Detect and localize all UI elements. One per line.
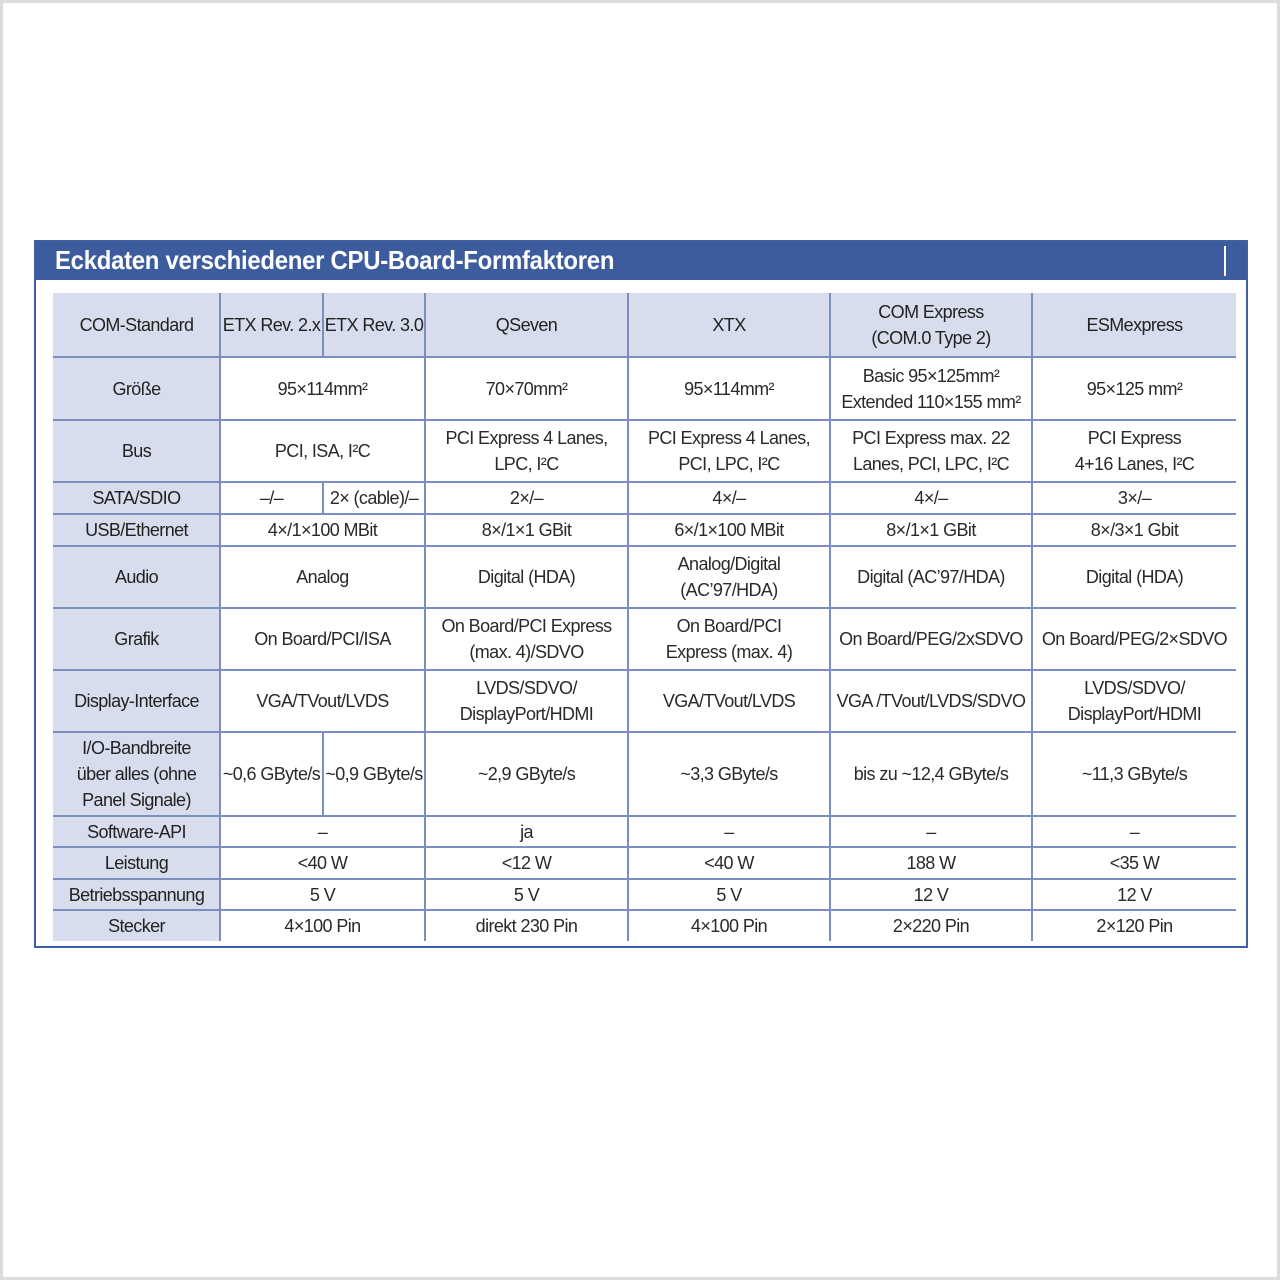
cell-api-xtx: – <box>724 821 734 842</box>
row-label-stecker: Stecker <box>108 916 165 936</box>
row-label-audio: Audio <box>114 567 159 587</box>
cell-display-xtx: VGA/TVout/LVDS <box>662 691 796 711</box>
cell-io-qseven: ~2,9 GByte/s <box>477 764 576 784</box>
cell-usb-qseven: 8×/1×1 GBit <box>481 520 572 540</box>
cell-groesse-xtx: 95×114mm² <box>684 378 774 399</box>
cell-api-qseven: ja <box>520 821 533 842</box>
cell-grafik-comexpress: On Board/PEG/2xSDVO <box>839 629 1023 649</box>
cell-spannung-comexpress: 12 V <box>913 884 949 905</box>
header-comexpress: COM Express (COM.0 Type 2) <box>871 302 991 348</box>
cell-usb-comexpress: 8×/1×1 GBit <box>886 520 976 540</box>
title-bar <box>36 242 1246 280</box>
cell-stecker-comexpress: 2×220 Pin <box>892 916 970 936</box>
cell-sata-qseven: 2×/– <box>509 488 544 508</box>
cell-io-etx2: ~0,6 GByte/s <box>222 764 321 784</box>
cell-spannung-xtx: 5 V <box>716 884 742 905</box>
cell-leistung-comexpress: 188 W <box>906 853 956 873</box>
cell-stecker-etx: 4×100 Pin <box>284 916 361 936</box>
cell-api-etx: – <box>317 821 328 842</box>
cell-groesse-comexpress: Basic 95×125mm² Extended 110×155 mm² <box>841 365 1021 412</box>
cell-groesse-qseven: 70×70mm² <box>485 378 568 399</box>
cell-io-xtx: ~3,3 GByte/s <box>680 764 778 784</box>
table-title: Eckdaten verschiedener CPU-Board-Formfaktoren <box>55 245 615 275</box>
row-label-api: Software-API <box>87 821 186 842</box>
cell-display-esmexpress: LVDS/SDVO/ DisplayPort/HDMI <box>1067 678 1202 724</box>
cell-sata-xtx: 4×/– <box>712 488 746 508</box>
cell-audio-etx: Analog <box>296 567 349 587</box>
row-label-bus: Bus <box>121 441 152 461</box>
cell-io-etx3: ~0,9 GByte/s <box>325 764 423 784</box>
cell-grafik-xtx: On Board/PCI Express (max. 4) <box>665 616 793 662</box>
cell-api-comexpress: – <box>926 821 936 842</box>
cell-bus-qseven: PCI Express 4 Lanes, LPC, I²C <box>445 428 608 474</box>
cell-audio-esmexpress: Digital (HDA) <box>1085 567 1184 587</box>
cell-api-esmexpress: – <box>1129 821 1140 842</box>
cell-groesse-etx: 95×114mm² <box>277 378 368 399</box>
row-label-groesse: Größe <box>112 378 161 399</box>
cell-spannung-esmexpress: 12 V <box>1117 884 1152 905</box>
cell-display-qseven: LVDS/SDVO/ DisplayPort/HDMI <box>459 678 594 724</box>
cell-spannung-etx: 5 V <box>309 884 336 905</box>
cell-grafik-etx: On Board/PCI/ISA <box>254 629 391 649</box>
cell-groesse-esmexpress: 95×125 mm² <box>1086 378 1183 399</box>
row-label-usb: USB/Ethernet <box>85 520 188 540</box>
cell-sata-etx3: 2× (cable)/– <box>329 488 419 508</box>
cell-bus-xtx: PCI Express 4 Lanes, PCI, LPC, I²C <box>647 428 811 474</box>
row-label-display: Display-Interface <box>74 691 199 711</box>
row-label-grafik: Grafik <box>114 629 159 649</box>
header-xtx: XTX <box>712 315 746 335</box>
cell-stecker-esmexpress: 2×120 Pin <box>1096 916 1173 936</box>
cell-bus-esmexpress: PCI Express 4+16 Lanes, I²C <box>1074 428 1195 474</box>
cell-usb-xtx: 6×/1×100 MBit <box>674 520 784 540</box>
row-label-spannung: Betriebsspannung <box>68 884 205 905</box>
header-etx3: ETX Rev. 3.0 <box>324 315 424 335</box>
cell-grafik-qseven: On Board/PCI Express (max. 4)/SDVO <box>441 616 612 662</box>
cell-spannung-qseven: 5 V <box>513 884 540 905</box>
cell-stecker-qseven: direkt 230 Pin <box>475 916 578 936</box>
cell-grafik-esmexpress: On Board/PEG/2×SDVO <box>1041 629 1228 649</box>
cell-audio-qseven: Digital (HDA) <box>477 567 576 587</box>
spec-table-panel <box>34 240 1248 948</box>
header-esmexpress: ESMexpress <box>1086 315 1183 335</box>
cell-usb-esmexpress: 8×/3×1 Gbit <box>1090 520 1179 540</box>
row-label-io: I/O-Bandbreite über alles (ohne Panel Signale) <box>76 738 197 810</box>
cell-audio-comexpress: Digital (AC’97/HDA) <box>857 567 1005 587</box>
cell-io-comexpress: bis zu ~12,4 GByte/s <box>853 764 1009 784</box>
header-label: COM-Standard <box>79 315 194 335</box>
cell-display-etx: VGA/TVout/LVDS <box>256 691 389 711</box>
cell-bus-comexpress: PCI Express max. 22 Lanes, PCI, LPC, I²C <box>852 428 1010 474</box>
cell-leistung-qseven: <12 W <box>501 853 552 873</box>
cell-leistung-etx: <40 W <box>297 853 348 873</box>
cell-audio-xtx: Analog/Digital (AC’97/HDA) <box>677 554 781 600</box>
cell-io-esmexpress: ~11,3 GByte/s <box>1081 764 1188 784</box>
header-qseven: QSeven <box>495 315 558 335</box>
cell-leistung-esmexpress: <35 W <box>1109 853 1160 873</box>
cell-bus-etx: PCI, ISA, I²C <box>274 441 371 461</box>
row-label-leistung: Leistung <box>104 853 169 873</box>
cell-sata-etx2: –/– <box>259 488 284 508</box>
cell-sata-esmexpress: 3×/– <box>1117 488 1152 508</box>
header-etx2: ETX Rev. 2.x <box>222 315 321 335</box>
cell-display-comexpress: VGA /TVout/LVDS/SDVO <box>836 691 1026 711</box>
cell-sata-comexpress: 4×/– <box>914 488 948 508</box>
cell-usb-etx: 4×/1×100 MBit <box>267 520 378 540</box>
title-bar-divider <box>1224 246 1226 276</box>
cell-leistung-xtx: <40 W <box>704 853 754 873</box>
cell-stecker-xtx: 4×100 Pin <box>690 916 768 936</box>
row-label-sata: SATA/SDIO <box>92 488 181 508</box>
